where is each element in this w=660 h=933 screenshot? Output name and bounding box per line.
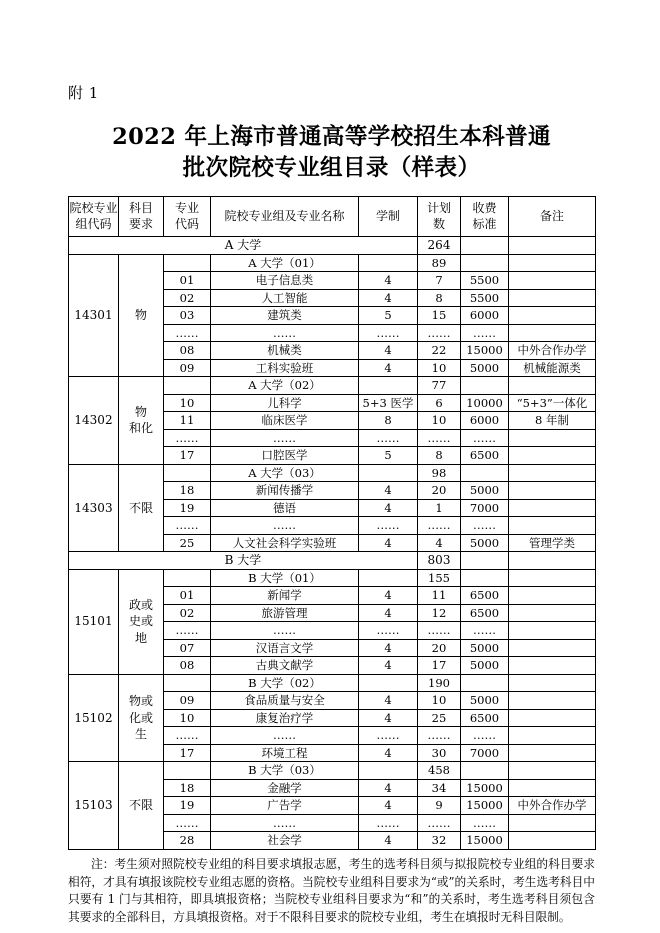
university-name: B 大学	[69, 552, 418, 570]
major-code-cell: 01	[164, 587, 211, 605]
group-code-cell: 14303	[69, 464, 119, 552]
remark-cell	[509, 464, 596, 482]
fee-cell: 6500	[461, 709, 509, 727]
fee-cell: 6000	[461, 307, 509, 325]
remark-cell	[509, 324, 596, 342]
header-remark: 备注	[509, 197, 596, 237]
major-code-cell: 18	[164, 779, 211, 797]
subject-requirement-line: 物	[134, 404, 147, 419]
remark-cell	[509, 517, 596, 535]
remark-cell	[509, 814, 596, 832]
table-head	[69, 197, 596, 237]
major-name-cell: 德语	[211, 499, 359, 517]
catalog-table-container	[68, 196, 595, 850]
plan-cell: ……	[418, 324, 461, 342]
major-name-cell: 汉语言文学	[211, 639, 359, 657]
major-code-cell: 09	[164, 359, 211, 377]
major-name-cell: 人工智能	[211, 289, 359, 307]
table-row	[69, 569, 596, 587]
remark-cell	[509, 692, 596, 710]
university-fee-blank	[461, 552, 509, 570]
subject-requirement-line: 生	[134, 727, 147, 741]
major-name-cell: ……	[211, 517, 359, 535]
header-group-code	[69, 197, 119, 237]
plan-cell: 10	[418, 412, 461, 430]
major-code-cell: 08	[164, 342, 211, 360]
fee-cell	[461, 464, 509, 482]
university-remark-blank	[509, 237, 596, 255]
footnote-paragraph: 注：考生须对照院校专业组的科目要求填报志愿，考生的选考科目须与拟报院校专业组的科目要求相符，才具有填报该院校专业组志愿的资格。当院校专业组科目要求为“或”的关系时，考生选考科目中只要有 1 门与其相符，即具填报资格；当院校专业组科目要求为“和”的关系时，考生选考科目须包含其要求的全部科目，方具填报资格。对于不限科目要求的院校专业组，考生在填报时无科目限制。	[68, 857, 595, 924]
remark-cell	[509, 709, 596, 727]
major-name-cell: 广告学	[211, 797, 359, 815]
fee-cell: 5000	[461, 534, 509, 552]
fee-cell	[461, 674, 509, 692]
plan-cell: 8	[418, 447, 461, 465]
fee-cell: 15000	[461, 342, 509, 360]
remark-cell: 8 年制	[509, 412, 596, 430]
fee-cell	[461, 254, 509, 272]
years-cell: 4	[359, 779, 418, 797]
fee-cell: 7000	[461, 744, 509, 762]
major-code-cell: 11	[164, 412, 211, 430]
plan-cell: 8	[418, 289, 461, 307]
major-code-cell: 18	[164, 482, 211, 500]
remark-cell	[509, 569, 596, 587]
years-cell	[359, 254, 418, 272]
years-cell: 8	[359, 412, 418, 430]
major-name-cell: 口腔医学	[211, 447, 359, 465]
years-cell: 4	[359, 604, 418, 622]
major-code-cell	[164, 377, 211, 395]
subject-requirement-cell	[119, 674, 164, 762]
fee-cell: 6500	[461, 447, 509, 465]
subject-requirement-line: 不限	[128, 798, 153, 812]
remark-cell: “5+3”一体化	[509, 394, 596, 412]
major-name-cell: B 大学（02）	[211, 674, 359, 692]
subject-requirement-line: 化或	[128, 710, 153, 725]
fee-cell: 5000	[461, 692, 509, 710]
university-total: 264	[418, 237, 461, 255]
major-name-cell: 工科实验班	[211, 359, 359, 377]
fee-cell	[461, 569, 509, 587]
years-cell: 4	[359, 797, 418, 815]
years-cell	[359, 377, 418, 395]
remark-cell	[509, 254, 596, 272]
fee-cell: 15000	[461, 779, 509, 797]
major-code-cell: ……	[164, 622, 211, 640]
plan-cell: 34	[418, 779, 461, 797]
remark-cell	[509, 657, 596, 675]
subject-requirement-line: 物	[134, 308, 147, 322]
years-cell	[359, 464, 418, 482]
plan-cell: 30	[418, 744, 461, 762]
plan-cell: 20	[418, 639, 461, 657]
table-body	[69, 237, 596, 850]
plan-cell: 1	[418, 499, 461, 517]
major-code-cell	[164, 464, 211, 482]
plan-cell: 458	[418, 762, 461, 780]
years-cell: 4	[359, 359, 418, 377]
header-plan	[418, 197, 461, 237]
university-summary-row	[69, 552, 596, 570]
fee-cell: 7000	[461, 499, 509, 517]
years-cell: 4	[359, 342, 418, 360]
major-code-cell: 01	[164, 272, 211, 290]
years-cell: 4	[359, 657, 418, 675]
major-code-cell	[164, 762, 211, 780]
years-cell: 4	[359, 639, 418, 657]
header-group-code-l2: 组代码	[75, 217, 112, 231]
plan-cell: 6	[418, 394, 461, 412]
group-code-cell: 14301	[69, 254, 119, 377]
years-cell: 5	[359, 447, 418, 465]
remark-cell: 管理学类	[509, 534, 596, 552]
fee-cell: 15000	[461, 797, 509, 815]
university-fee-blank	[461, 237, 509, 255]
remark-cell	[509, 639, 596, 657]
major-code-cell: 02	[164, 604, 211, 622]
header-plan-l2: 数	[432, 217, 445, 231]
years-cell: ……	[359, 324, 418, 342]
header-major-name: 院校专业组及专业名称	[211, 197, 359, 237]
remark-cell	[509, 272, 596, 290]
fee-cell: 10000	[461, 394, 509, 412]
fee-cell: ……	[461, 429, 509, 447]
years-cell	[359, 569, 418, 587]
table-row	[69, 762, 596, 780]
remark-cell	[509, 622, 596, 640]
group-code-cell: 14302	[69, 377, 119, 465]
plan-cell: ……	[418, 814, 461, 832]
major-code-cell: 10	[164, 709, 211, 727]
plan-cell: 77	[418, 377, 461, 395]
page-title	[68, 122, 595, 184]
table-row	[69, 674, 596, 692]
header-plan-l1: 计划	[426, 201, 451, 215]
attachment-label: 附 1	[68, 84, 99, 102]
plan-cell: 17	[418, 657, 461, 675]
plan-cell: ……	[418, 517, 461, 535]
header-fee	[461, 197, 509, 237]
major-name-cell: B 大学（03）	[211, 762, 359, 780]
university-summary-row	[69, 237, 596, 255]
plan-cell: 9	[418, 797, 461, 815]
subject-requirement-cell	[119, 569, 164, 674]
header-row	[69, 197, 596, 237]
plan-cell: 12	[418, 604, 461, 622]
group-code-cell: 15101	[69, 569, 119, 674]
remark-cell	[509, 744, 596, 762]
major-name-cell: A 大学（01）	[211, 254, 359, 272]
years-cell: 5	[359, 307, 418, 325]
header-fee-l2: 标准	[472, 217, 497, 231]
major-name-cell: ……	[211, 727, 359, 745]
plan-cell: ……	[418, 429, 461, 447]
header-major-code-l2: 代码	[174, 217, 199, 231]
table-row	[69, 254, 596, 272]
major-name-cell: A 大学（02）	[211, 377, 359, 395]
university-total: 803	[418, 552, 461, 570]
plan-cell: 15	[418, 307, 461, 325]
years-cell: ……	[359, 814, 418, 832]
major-code-cell: 08	[164, 657, 211, 675]
years-cell: ……	[359, 622, 418, 640]
major-code-cell: ……	[164, 727, 211, 745]
fee-cell: ……	[461, 814, 509, 832]
major-name-cell: 社会学	[211, 832, 359, 850]
major-code-cell: 03	[164, 307, 211, 325]
fee-cell: 5500	[461, 289, 509, 307]
major-name-cell: 人文社会科学实验班	[211, 534, 359, 552]
header-subject-req	[119, 197, 164, 237]
header-subject-req-l1: 科目	[128, 201, 153, 215]
years-cell: 4	[359, 587, 418, 605]
fee-cell: 5000	[461, 482, 509, 500]
major-code-cell: 25	[164, 534, 211, 552]
remark-cell	[509, 674, 596, 692]
header-group-code-l1: 院校专业	[69, 201, 118, 215]
subject-requirement-line: 史或	[128, 614, 153, 629]
fee-cell: 15000	[461, 832, 509, 850]
major-name-cell: 新闻学	[211, 587, 359, 605]
years-cell	[359, 762, 418, 780]
remark-cell	[509, 377, 596, 395]
remark-cell	[509, 499, 596, 517]
plan-cell: 25	[418, 709, 461, 727]
fee-cell: ……	[461, 517, 509, 535]
years-cell: 4	[359, 832, 418, 850]
group-code-cell: 15102	[69, 674, 119, 762]
remark-cell	[509, 604, 596, 622]
years-cell: 4	[359, 692, 418, 710]
plan-cell: 89	[418, 254, 461, 272]
major-name-cell: 环境工程	[211, 744, 359, 762]
years-cell: 4	[359, 482, 418, 500]
major-code-cell: 17	[164, 744, 211, 762]
fee-cell	[461, 377, 509, 395]
major-code-cell: 07	[164, 639, 211, 657]
header-subject-req-l2: 要求	[128, 217, 153, 231]
header-fee-l1: 收费	[472, 201, 497, 215]
table-row	[69, 377, 596, 395]
major-name-cell: 机械类	[211, 342, 359, 360]
plan-cell: 4	[418, 534, 461, 552]
major-name-cell: 旅游管理	[211, 604, 359, 622]
table-row	[69, 464, 596, 482]
major-code-cell: 02	[164, 289, 211, 307]
major-code-cell: 19	[164, 499, 211, 517]
plan-cell: 10	[418, 692, 461, 710]
remark-cell	[509, 307, 596, 325]
subject-requirement-cell	[119, 377, 164, 465]
header-major-code-l1: 专业	[174, 201, 199, 215]
major-code-cell: 17	[164, 447, 211, 465]
years-cell	[359, 674, 418, 692]
title-line-1: 2022 年上海市普通高等学校招生本科普通	[112, 124, 551, 150]
major-code-cell	[164, 569, 211, 587]
plan-cell: 20	[418, 482, 461, 500]
university-remark-blank	[509, 552, 596, 570]
major-code-cell: 28	[164, 832, 211, 850]
fee-cell	[461, 762, 509, 780]
plan-cell: 98	[418, 464, 461, 482]
fee-cell: 5000	[461, 657, 509, 675]
university-name: A 大学	[69, 237, 418, 255]
plan-cell: ……	[418, 622, 461, 640]
footnote	[68, 856, 595, 926]
major-code-cell: ……	[164, 429, 211, 447]
major-name-cell: ……	[211, 429, 359, 447]
plan-cell: 7	[418, 272, 461, 290]
plan-cell: 10	[418, 359, 461, 377]
major-name-cell: 康复治疗学	[211, 709, 359, 727]
subject-requirement-line: 不限	[128, 500, 153, 515]
major-name-cell: A 大学（03）	[211, 464, 359, 482]
major-name-cell: 建筑类	[211, 307, 359, 325]
major-name-cell: 临床医学	[211, 412, 359, 430]
fee-cell: 6500	[461, 587, 509, 605]
plan-cell: 155	[418, 569, 461, 587]
fee-cell: 6500	[461, 604, 509, 622]
fee-cell: ……	[461, 727, 509, 745]
fee-cell: ……	[461, 324, 509, 342]
major-name-cell: ……	[211, 324, 359, 342]
remark-cell	[509, 447, 596, 465]
years-cell: ……	[359, 517, 418, 535]
remark-cell	[509, 289, 596, 307]
remark-cell: 中外合作办学	[509, 797, 596, 815]
years-cell: 4	[359, 709, 418, 727]
years-cell: 4	[359, 744, 418, 762]
fee-cell: 5000	[461, 639, 509, 657]
years-cell: 5+3 医学	[359, 394, 418, 412]
major-code-cell: 10	[164, 394, 211, 412]
major-code-cell: 09	[164, 692, 211, 710]
remark-cell	[509, 429, 596, 447]
years-cell: 4	[359, 534, 418, 552]
remark-cell	[509, 779, 596, 797]
title-line-2: 批次院校专业组目录（样表）	[182, 155, 481, 181]
remark-cell	[509, 482, 596, 500]
subject-requirement-line: 地	[134, 630, 147, 645]
years-cell: 4	[359, 289, 418, 307]
major-name-cell: 食品质量与安全	[211, 692, 359, 710]
remark-cell	[509, 587, 596, 605]
major-code-cell	[164, 674, 211, 692]
major-name-cell: 金融学	[211, 779, 359, 797]
fee-cell: 6000	[461, 412, 509, 430]
remark-cell: 机械能源类	[509, 359, 596, 377]
years-cell: ……	[359, 429, 418, 447]
subject-requirement-cell	[119, 254, 164, 377]
fee-cell: ……	[461, 622, 509, 640]
subject-requirement-cell	[119, 464, 164, 552]
remark-cell: 中外合作办学	[509, 342, 596, 360]
plan-cell: ……	[418, 727, 461, 745]
major-code-cell	[164, 254, 211, 272]
major-name-cell: B 大学（01）	[211, 569, 359, 587]
years-cell: 4	[359, 272, 418, 290]
plan-cell: 190	[418, 674, 461, 692]
header-major-code	[164, 197, 211, 237]
major-name-cell: ……	[211, 622, 359, 640]
major-code-cell: ……	[164, 517, 211, 535]
subject-requirement-line: 政或	[128, 597, 153, 612]
subject-requirement-line: 物或	[128, 694, 153, 708]
group-code-cell: 15103	[69, 762, 119, 850]
header-years: 学制	[359, 197, 418, 237]
major-name-cell: 古典文献学	[211, 657, 359, 675]
remark-cell	[509, 762, 596, 780]
fee-cell: 5000	[461, 359, 509, 377]
major-code-cell: 19	[164, 797, 211, 815]
remark-cell	[509, 727, 596, 745]
subject-requirement-cell	[119, 762, 164, 850]
major-name-cell: ……	[211, 814, 359, 832]
major-code-cell: ……	[164, 814, 211, 832]
major-name-cell: 儿科学	[211, 394, 359, 412]
plan-cell: 32	[418, 832, 461, 850]
catalog-table	[68, 196, 596, 850]
remark-cell	[509, 832, 596, 850]
major-code-cell: ……	[164, 324, 211, 342]
major-name-cell: 电子信息类	[211, 272, 359, 290]
plan-cell: 22	[418, 342, 461, 360]
major-name-cell: 新闻传播学	[211, 482, 359, 500]
years-cell: ……	[359, 727, 418, 745]
years-cell: 4	[359, 499, 418, 517]
fee-cell: 5500	[461, 272, 509, 290]
plan-cell: 11	[418, 587, 461, 605]
subject-requirement-line: 和化	[128, 421, 153, 436]
